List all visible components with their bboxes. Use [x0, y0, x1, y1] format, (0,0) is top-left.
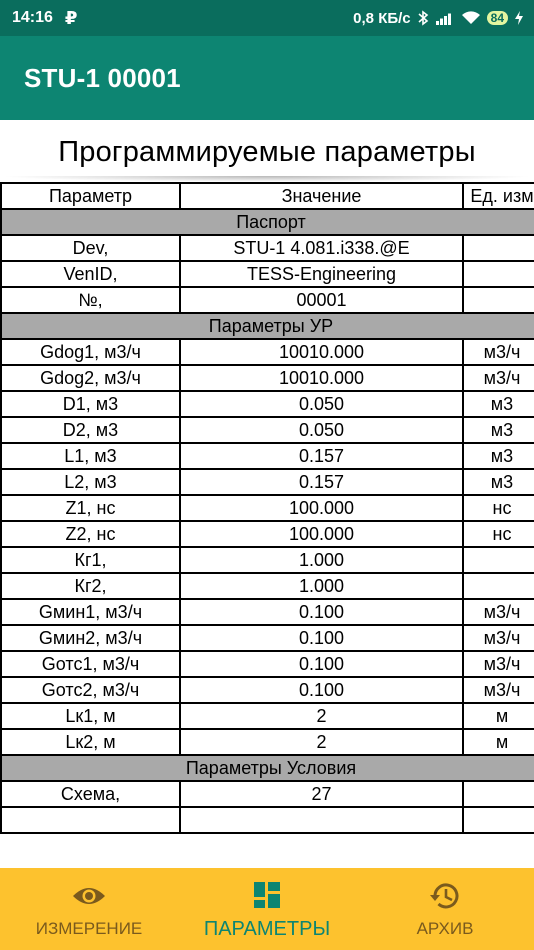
- cell-parameter: L2, м3: [1, 469, 180, 495]
- cell-value: 0.157: [180, 443, 463, 469]
- nav-label-parameters: ПАРАМЕТРЫ: [203, 917, 331, 940]
- cell-parameter: Z1, нс: [1, 495, 180, 521]
- cell-unit: [463, 235, 534, 261]
- wifi-icon: [461, 11, 481, 25]
- section-title: Параметры Условия: [1, 755, 534, 781]
- cell-unit: [463, 547, 534, 573]
- cell-value: 10010.000: [180, 339, 463, 365]
- cell-parameter: VenID,: [1, 261, 180, 287]
- table-row[interactable]: [1, 391, 534, 417]
- app-bar: [0, 36, 534, 120]
- cell-unit: м3/ч: [463, 339, 534, 365]
- cell-value: 100.000: [180, 495, 463, 521]
- parameters-content[interactable]: [0, 120, 534, 868]
- cell-value: 100.000: [180, 521, 463, 547]
- cell-unit: м3/ч: [463, 625, 534, 651]
- cell-unit: нс: [463, 521, 534, 547]
- table-row[interactable]: [1, 781, 534, 807]
- cell-unit: [463, 781, 534, 807]
- cell-value: TESS-Engineering: [180, 261, 463, 287]
- cell-unit: м3/ч: [463, 365, 534, 391]
- cell-value: 0.100: [180, 625, 463, 651]
- table-row[interactable]: [1, 677, 534, 703]
- cell-value: 0.050: [180, 417, 463, 443]
- app-title: STU-1 00001: [24, 62, 181, 93]
- charging-icon: [514, 10, 524, 26]
- nav-label-measurement: ИЗМЕРЕНИЕ: [35, 919, 143, 938]
- network-speed: 0,8 КБ/с: [353, 9, 411, 27]
- cell-unit: м3: [463, 417, 534, 443]
- cell-unit: м3/ч: [463, 599, 534, 625]
- cell-value: 00001: [180, 287, 463, 313]
- cell-value: 10010.000: [180, 365, 463, 391]
- cell-value: 2: [180, 703, 463, 729]
- nav-item-parameters[interactable]: [178, 868, 356, 950]
- cell-parameter: Z2, нс: [1, 521, 180, 547]
- cell-parameter: L1, м3: [1, 443, 180, 469]
- parameters-table: [0, 182, 534, 834]
- bluetooth-icon: [417, 10, 429, 26]
- nav-item-archive[interactable]: [356, 868, 534, 950]
- table-row[interactable]: [1, 365, 534, 391]
- table-header-row: [1, 183, 534, 209]
- cell-parameter: Gмин2, м3/ч: [1, 625, 180, 651]
- cell-unit: м3: [463, 469, 534, 495]
- cell-parameter: D1, м3: [1, 391, 180, 417]
- battery-indicator: 84: [487, 11, 508, 25]
- cell-unit: м3/ч: [463, 651, 534, 677]
- cell-parameter: Lк1, м: [1, 703, 180, 729]
- bottom-navigation: [0, 868, 534, 950]
- cell-parameter: Кг1,: [1, 547, 180, 573]
- history-icon: [429, 879, 461, 913]
- header-parameter: Параметр: [1, 183, 180, 209]
- table-row[interactable]: [1, 287, 534, 313]
- table-row[interactable]: [1, 235, 534, 261]
- header-value: Значение: [180, 183, 463, 209]
- cell-value: 1.000: [180, 547, 463, 573]
- cell-parameter: Gотс2, м3/ч: [1, 677, 180, 703]
- dashboard-icon: [253, 878, 281, 912]
- table-row[interactable]: [1, 547, 534, 573]
- cell-unit: нс: [463, 495, 534, 521]
- p-app-icon: ₽: [64, 7, 78, 28]
- section-row: [1, 209, 534, 235]
- cell-parameter: Кг2,: [1, 573, 180, 599]
- table-row[interactable]: [1, 521, 534, 547]
- signal-icon: [435, 11, 455, 25]
- table-row[interactable]: [1, 729, 534, 755]
- cell-unit: м: [463, 729, 534, 755]
- section-title: Паспорт: [1, 209, 534, 235]
- cell-unit: [463, 573, 534, 599]
- cell-parameter: Dev,: [1, 235, 180, 261]
- cell-unit: м3: [463, 391, 534, 417]
- cell-value: 1.000: [180, 573, 463, 599]
- cell-value: 2: [180, 729, 463, 755]
- section-row: [1, 313, 534, 339]
- cell-value: [180, 807, 463, 833]
- table-row[interactable]: [1, 599, 534, 625]
- cell-value: 0.100: [180, 677, 463, 703]
- cell-parameter: Gмин1, м3/ч: [1, 599, 180, 625]
- section-title: Параметры УР: [1, 313, 534, 339]
- eye-icon: [71, 879, 107, 913]
- table-row[interactable]: [1, 625, 534, 651]
- cell-value: 0.050: [180, 391, 463, 417]
- header-unit: Ед. изм: [463, 183, 534, 209]
- cell-value: 0.100: [180, 599, 463, 625]
- table-row[interactable]: [1, 443, 534, 469]
- table-row[interactable]: [1, 261, 534, 287]
- table-row[interactable]: [1, 651, 534, 677]
- cell-parameter: Lк2, м: [1, 729, 180, 755]
- cell-parameter: Gотс1, м3/ч: [1, 651, 180, 677]
- status-bar: [0, 0, 534, 36]
- section-row: [1, 755, 534, 781]
- table-row[interactable]: [1, 339, 534, 365]
- table-row[interactable]: [1, 807, 534, 833]
- cell-unit: [463, 261, 534, 287]
- nav-label-archive: АРХИВ: [416, 919, 474, 938]
- cell-parameter: Gdog2, м3/ч: [1, 365, 180, 391]
- cell-value: STU-1 4.081.i338.@E: [180, 235, 463, 261]
- cell-unit: [463, 287, 534, 313]
- cell-parameter: Схема,: [1, 781, 180, 807]
- cell-unit: [463, 807, 534, 833]
- table-row[interactable]: [1, 495, 534, 521]
- cell-unit: м: [463, 703, 534, 729]
- cell-parameter: Gdog1, м3/ч: [1, 339, 180, 365]
- cell-unit: м3: [463, 443, 534, 469]
- cell-value: 0.157: [180, 469, 463, 495]
- status-time: 14:16: [12, 9, 53, 26]
- page-title: Программируемые параметры: [58, 136, 476, 168]
- table-row[interactable]: [1, 573, 534, 599]
- nav-item-measurement[interactable]: [0, 868, 178, 950]
- cell-unit: м3/ч: [463, 677, 534, 703]
- cell-parameter: D2, м3: [1, 417, 180, 443]
- table-row[interactable]: [1, 417, 534, 443]
- cell-parameter: №,: [1, 287, 180, 313]
- table-row[interactable]: [1, 703, 534, 729]
- table-row[interactable]: [1, 469, 534, 495]
- cell-value: 0.100: [180, 651, 463, 677]
- cell-value: 27: [180, 781, 463, 807]
- cell-parameter: [1, 807, 180, 833]
